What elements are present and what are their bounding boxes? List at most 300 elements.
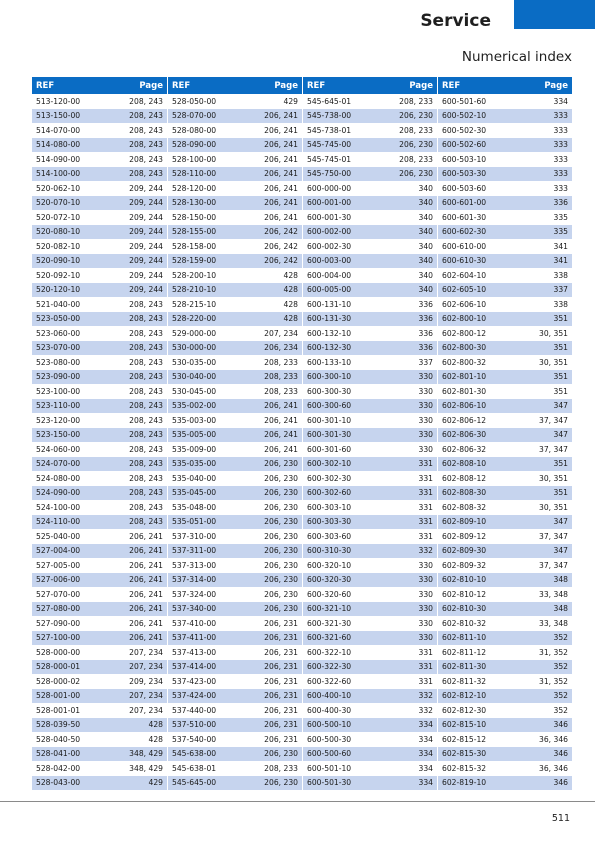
page-cell: 331 bbox=[418, 488, 433, 498]
page-cell: 206, 231 bbox=[264, 705, 298, 715]
ref-cell: 602-800-12 bbox=[437, 326, 505, 341]
ref-cell: 602-812-30 bbox=[437, 703, 505, 718]
ref-cell: 528-155-00 bbox=[167, 225, 235, 240]
page-cell: 352 bbox=[553, 691, 568, 701]
table-row bbox=[167, 181, 302, 196]
ref-cell: 528-130-00 bbox=[167, 196, 235, 211]
page-cell: 208, 233 bbox=[264, 386, 298, 396]
page-cell: 208, 243 bbox=[129, 140, 163, 150]
table-row bbox=[167, 442, 302, 457]
table-row bbox=[302, 674, 437, 689]
table-row bbox=[32, 297, 167, 312]
page-cell: 335 bbox=[553, 227, 568, 237]
table-row bbox=[32, 761, 167, 776]
table-row bbox=[302, 210, 437, 225]
page-cell: 206, 242 bbox=[264, 256, 298, 266]
page-cell: 208, 243 bbox=[129, 169, 163, 179]
table-row bbox=[32, 196, 167, 211]
table-row bbox=[302, 442, 437, 457]
table-row bbox=[437, 529, 572, 544]
table-row bbox=[437, 486, 572, 501]
header-ref: REF bbox=[36, 80, 55, 91]
page-cell: 335 bbox=[553, 212, 568, 222]
page-cell: 346 bbox=[553, 778, 568, 788]
page-cell: 209, 244 bbox=[129, 270, 163, 280]
ref-cell: 602-800-30 bbox=[437, 341, 505, 356]
ref-cell: 520-092-10 bbox=[36, 270, 81, 280]
ref-cell: 535-040-00 bbox=[167, 471, 235, 486]
page-cell: 331 bbox=[418, 517, 433, 527]
table-row bbox=[302, 181, 437, 196]
table-row bbox=[302, 413, 437, 428]
ref-cell: 528-042-00 bbox=[36, 763, 81, 773]
page-cell: 206, 241 bbox=[129, 531, 163, 541]
ref-cell: 600-302-30 bbox=[302, 471, 370, 486]
table-row bbox=[437, 587, 572, 602]
ref-cell: 513-150-00 bbox=[36, 111, 81, 121]
table-row bbox=[167, 94, 302, 109]
ref-cell: 537-424-00 bbox=[167, 689, 235, 704]
page-cell: 206, 230 bbox=[264, 459, 298, 469]
ref-cell: 602-811-30 bbox=[437, 660, 505, 675]
ref-cell: 528-050-00 bbox=[167, 94, 235, 109]
table-row bbox=[302, 167, 437, 182]
ref-cell: 537-313-00 bbox=[167, 558, 235, 573]
ref-cell: 537-540-00 bbox=[167, 732, 235, 747]
page-cell: 206, 241 bbox=[264, 198, 298, 208]
table-row bbox=[302, 732, 437, 747]
table-row bbox=[32, 181, 167, 196]
page-cell: 206, 242 bbox=[264, 227, 298, 237]
page-cell: 206, 230 bbox=[264, 560, 298, 570]
table-row bbox=[32, 152, 167, 167]
page-cell: 351 bbox=[553, 343, 568, 353]
page-cell: 206, 241 bbox=[264, 183, 298, 193]
ref-cell: 545-645-01 bbox=[302, 94, 370, 109]
page-cell: 209, 244 bbox=[129, 285, 163, 295]
table-row bbox=[167, 776, 302, 791]
page-cell: 331 bbox=[418, 662, 433, 672]
table-row bbox=[167, 399, 302, 414]
table-row bbox=[302, 718, 437, 733]
ref-cell: 513-120-00 bbox=[36, 96, 81, 106]
page-cell: 428 bbox=[283, 285, 298, 295]
page-cell: 206, 241 bbox=[264, 212, 298, 222]
ref-cell: 602-806-10 bbox=[437, 399, 505, 414]
page-cell: 331 bbox=[418, 531, 433, 541]
table-row bbox=[32, 312, 167, 327]
table-row bbox=[302, 544, 437, 559]
ref-cell: 602-810-10 bbox=[437, 573, 505, 588]
ref-cell: 524-100-00 bbox=[36, 502, 81, 512]
table-row bbox=[302, 341, 437, 356]
ref-cell: 600-501-30 bbox=[302, 776, 370, 791]
table-row bbox=[437, 544, 572, 559]
header-ref: REF bbox=[437, 77, 505, 94]
ref-cell: 600-500-60 bbox=[302, 747, 370, 762]
ref-cell: 545-745-01 bbox=[302, 152, 370, 167]
ref-cell: 528-000-01 bbox=[36, 662, 81, 672]
table-row bbox=[302, 486, 437, 501]
ref-cell: 602-809-10 bbox=[437, 515, 505, 530]
ref-cell: 537-440-00 bbox=[167, 703, 235, 718]
page-cell: 334 bbox=[553, 96, 568, 106]
page-cell: 334 bbox=[418, 778, 433, 788]
page-cell: 33, 348 bbox=[539, 589, 568, 599]
page-cell: 338 bbox=[553, 270, 568, 280]
table-row bbox=[167, 587, 302, 602]
page-cell: 208, 243 bbox=[129, 401, 163, 411]
ref-cell: 602-811-32 bbox=[437, 674, 505, 689]
table-row bbox=[32, 167, 167, 182]
ref-cell: 602-808-10 bbox=[437, 457, 505, 472]
table-row bbox=[302, 703, 437, 718]
page-cell: 347 bbox=[553, 401, 568, 411]
page-cell: 208, 243 bbox=[129, 299, 163, 309]
ref-cell: 537-413-00 bbox=[167, 645, 235, 660]
page-cell: 206, 241 bbox=[264, 169, 298, 179]
ref-cell: 600-320-60 bbox=[302, 587, 370, 602]
ref-cell: 545-738-01 bbox=[302, 123, 370, 138]
table-row bbox=[167, 747, 302, 762]
table-row bbox=[32, 471, 167, 486]
page-cell: 346 bbox=[553, 720, 568, 730]
table-row bbox=[437, 181, 572, 196]
page-cell: 208, 233 bbox=[399, 154, 433, 164]
page-cell: 208, 243 bbox=[129, 430, 163, 440]
page-cell: 331 bbox=[418, 473, 433, 483]
table-row bbox=[167, 486, 302, 501]
page-cell: 340 bbox=[418, 285, 433, 295]
ref-cell: 602-606-10 bbox=[437, 297, 505, 312]
ref-cell: 602-806-32 bbox=[437, 442, 505, 457]
ref-cell: 600-322-30 bbox=[302, 660, 370, 675]
page-cell: 206, 230 bbox=[264, 517, 298, 527]
table-row bbox=[302, 152, 437, 167]
ref-cell: 600-001-00 bbox=[302, 196, 370, 211]
table-row bbox=[437, 254, 572, 269]
page-cell: 330 bbox=[418, 401, 433, 411]
page-cell: 348 bbox=[553, 575, 568, 585]
page-cell: 33, 348 bbox=[539, 618, 568, 628]
table-row bbox=[32, 529, 167, 544]
table-row bbox=[167, 544, 302, 559]
page-cell: 332 bbox=[418, 705, 433, 715]
table-row bbox=[302, 370, 437, 385]
page-cell: 333 bbox=[553, 169, 568, 179]
table-row bbox=[32, 732, 167, 747]
page-cell: 208, 243 bbox=[129, 314, 163, 324]
page-cell: 36, 346 bbox=[539, 763, 568, 773]
page-cell: 333 bbox=[553, 125, 568, 135]
ref-cell: 523-120-00 bbox=[36, 415, 81, 425]
ref-cell: 528-039-50 bbox=[36, 720, 81, 730]
page-cell: 208, 233 bbox=[264, 357, 298, 367]
table-row bbox=[32, 341, 167, 356]
table-row bbox=[32, 602, 167, 617]
page-cell: 208, 243 bbox=[129, 125, 163, 135]
table-row bbox=[32, 210, 167, 225]
page-cell: 208, 243 bbox=[129, 444, 163, 454]
ref-cell: 535-035-00 bbox=[167, 457, 235, 472]
ref-cell: 528-001-00 bbox=[36, 691, 81, 701]
ref-cell: 600-301-30 bbox=[302, 428, 370, 443]
ref-cell: 545-645-00 bbox=[167, 776, 235, 791]
table-row bbox=[437, 196, 572, 211]
table-row bbox=[167, 268, 302, 283]
table-row bbox=[167, 761, 302, 776]
ref-cell: 545-738-00 bbox=[302, 109, 370, 124]
ref-cell: 537-310-00 bbox=[167, 529, 235, 544]
ref-cell: 537-510-00 bbox=[167, 718, 235, 733]
page-cell: 208, 243 bbox=[129, 328, 163, 338]
table-row bbox=[32, 109, 167, 124]
ref-cell: 523-100-00 bbox=[36, 386, 81, 396]
table-row bbox=[302, 138, 437, 153]
table-row bbox=[32, 631, 167, 646]
page-cell: 340 bbox=[418, 227, 433, 237]
page-subtitle: Numerical index bbox=[461, 49, 572, 65]
ref-cell: 529-000-00 bbox=[167, 326, 235, 341]
table-row bbox=[302, 457, 437, 472]
ref-cell: 514-070-00 bbox=[36, 125, 81, 135]
page-cell: 330 bbox=[418, 372, 433, 382]
ref-cell: 528-070-00 bbox=[167, 109, 235, 124]
ref-cell: 602-605-10 bbox=[437, 283, 505, 298]
ref-cell: 602-815-32 bbox=[437, 761, 505, 776]
page-cell: 337 bbox=[553, 285, 568, 295]
page-cell: 206, 231 bbox=[264, 662, 298, 672]
table-row bbox=[302, 776, 437, 791]
table-row bbox=[302, 747, 437, 762]
ref-cell: 514-100-00 bbox=[36, 169, 81, 179]
page-cell: 206, 230 bbox=[264, 473, 298, 483]
table-row bbox=[437, 674, 572, 689]
ref-cell: 527-100-00 bbox=[36, 633, 81, 643]
page-cell: 341 bbox=[553, 256, 568, 266]
table-row bbox=[167, 413, 302, 428]
table-row bbox=[302, 225, 437, 240]
ref-cell: 602-810-30 bbox=[437, 602, 505, 617]
page-cell: 428 bbox=[148, 734, 163, 744]
page-number: 511 bbox=[551, 813, 570, 824]
table-row bbox=[302, 500, 437, 515]
table-row bbox=[437, 703, 572, 718]
table-row bbox=[302, 399, 437, 414]
page-cell: 428 bbox=[283, 270, 298, 280]
ref-cell: 520-120-10 bbox=[36, 285, 81, 295]
page-cell: 208, 243 bbox=[129, 517, 163, 527]
section-tab bbox=[514, 0, 595, 29]
table-row bbox=[437, 239, 572, 254]
ref-cell: 545-638-01 bbox=[167, 761, 235, 776]
page-cell: 207, 234 bbox=[129, 705, 163, 715]
table-row bbox=[32, 660, 167, 675]
table-row bbox=[167, 138, 302, 153]
page-cell: 428 bbox=[148, 720, 163, 730]
table-row bbox=[302, 689, 437, 704]
table-row bbox=[32, 544, 167, 559]
ref-cell: 528-158-00 bbox=[167, 239, 235, 254]
table-row bbox=[437, 442, 572, 457]
ref-cell: 602-809-30 bbox=[437, 544, 505, 559]
ref-cell: 600-610-30 bbox=[437, 254, 505, 269]
table-row bbox=[302, 326, 437, 341]
ref-cell: 600-321-30 bbox=[302, 616, 370, 631]
ref-cell: 523-050-00 bbox=[36, 314, 81, 324]
page-cell: 428 bbox=[283, 299, 298, 309]
ref-cell: 600-303-60 bbox=[302, 529, 370, 544]
ref-cell: 520-080-10 bbox=[36, 227, 81, 237]
ref-cell: 537-340-00 bbox=[167, 602, 235, 617]
ref-cell: 600-003-00 bbox=[302, 254, 370, 269]
page-cell: 208, 233 bbox=[399, 125, 433, 135]
ref-cell: 528-000-00 bbox=[36, 647, 81, 657]
ref-cell: 537-410-00 bbox=[167, 616, 235, 631]
table-header-row bbox=[302, 77, 437, 94]
ref-cell: 525-040-00 bbox=[36, 531, 81, 541]
ref-cell: 535-003-00 bbox=[167, 413, 235, 428]
table-row bbox=[437, 312, 572, 327]
table-row bbox=[32, 94, 167, 109]
page-cell: 340 bbox=[418, 212, 433, 222]
page-cell: 206, 230 bbox=[264, 502, 298, 512]
page-cell: 208, 243 bbox=[129, 386, 163, 396]
table-row bbox=[302, 254, 437, 269]
table-row bbox=[32, 747, 167, 762]
table-row bbox=[167, 152, 302, 167]
table-row bbox=[32, 225, 167, 240]
page-cell: 209, 234 bbox=[129, 676, 163, 686]
ref-cell: 528-210-10 bbox=[167, 283, 235, 298]
table-row bbox=[302, 196, 437, 211]
page-cell: 206, 241 bbox=[129, 546, 163, 556]
table-row bbox=[167, 616, 302, 631]
ref-cell: 537-414-00 bbox=[167, 660, 235, 675]
table-row bbox=[32, 355, 167, 370]
index-column bbox=[32, 77, 167, 790]
page-cell: 206, 230 bbox=[264, 778, 298, 788]
ref-cell: 602-809-12 bbox=[437, 529, 505, 544]
ref-cell: 528-215-10 bbox=[167, 297, 235, 312]
ref-cell: 600-322-10 bbox=[302, 645, 370, 660]
header-ref: REF bbox=[167, 77, 235, 94]
table-row bbox=[437, 326, 572, 341]
ref-cell: 535-048-00 bbox=[167, 500, 235, 515]
page-cell: 340 bbox=[418, 198, 433, 208]
page-cell: 209, 244 bbox=[129, 212, 163, 222]
ref-cell: 602-815-12 bbox=[437, 732, 505, 747]
ref-cell: 602-806-30 bbox=[437, 428, 505, 443]
table-row bbox=[32, 573, 167, 588]
page-cell: 333 bbox=[553, 183, 568, 193]
ref-cell: 514-080-00 bbox=[36, 140, 81, 150]
page-cell: 336 bbox=[418, 299, 433, 309]
ref-cell: 535-051-00 bbox=[167, 515, 235, 530]
table-row bbox=[167, 326, 302, 341]
ref-cell: 600-302-10 bbox=[302, 457, 370, 472]
page-cell: 37, 347 bbox=[539, 444, 568, 454]
table-row bbox=[437, 747, 572, 762]
table-row bbox=[437, 123, 572, 138]
page-cell: 330 bbox=[418, 633, 433, 643]
page-cell: 330 bbox=[418, 618, 433, 628]
ref-cell: 520-070-10 bbox=[36, 198, 81, 208]
ref-cell: 537-311-00 bbox=[167, 544, 235, 559]
page-cell: 206, 230 bbox=[264, 531, 298, 541]
page-cell: 338 bbox=[553, 299, 568, 309]
table-row bbox=[32, 776, 167, 791]
table-row bbox=[32, 239, 167, 254]
table-row bbox=[437, 602, 572, 617]
page-cell: 207, 234 bbox=[129, 691, 163, 701]
page-cell: 30, 351 bbox=[539, 328, 568, 338]
table-row bbox=[32, 254, 167, 269]
table-row bbox=[302, 355, 437, 370]
ref-cell: 600-502-60 bbox=[437, 138, 505, 153]
ref-cell: 600-502-30 bbox=[437, 123, 505, 138]
ref-cell: 528-220-00 bbox=[167, 312, 235, 327]
table-row bbox=[302, 283, 437, 298]
table-row bbox=[167, 660, 302, 675]
header-page: Page bbox=[139, 80, 163, 91]
ref-cell: 528-110-00 bbox=[167, 167, 235, 182]
table-row bbox=[167, 631, 302, 646]
page-cell: 333 bbox=[553, 140, 568, 150]
ref-cell: 600-310-30 bbox=[302, 544, 370, 559]
ref-cell: 530-000-00 bbox=[167, 341, 235, 356]
table-row bbox=[32, 558, 167, 573]
table-row bbox=[437, 399, 572, 414]
page-cell: 330 bbox=[418, 386, 433, 396]
page-cell: 37, 347 bbox=[539, 560, 568, 570]
page-cell: 206, 241 bbox=[129, 633, 163, 643]
table-row bbox=[302, 587, 437, 602]
ref-cell: 523-110-00 bbox=[36, 401, 81, 411]
page-cell: 330 bbox=[418, 430, 433, 440]
page-cell: 206, 230 bbox=[399, 169, 433, 179]
table-row bbox=[437, 471, 572, 486]
ref-cell: 528-040-50 bbox=[36, 734, 81, 744]
page-cell: 340 bbox=[418, 256, 433, 266]
page-cell: 206, 231 bbox=[264, 691, 298, 701]
page-cell: 206, 234 bbox=[264, 343, 298, 353]
page-cell: 346 bbox=[553, 749, 568, 759]
table-row bbox=[437, 355, 572, 370]
page-cell: 351 bbox=[553, 314, 568, 324]
ref-cell: 537-324-00 bbox=[167, 587, 235, 602]
table-row bbox=[32, 703, 167, 718]
page-cell: 208, 243 bbox=[129, 502, 163, 512]
table-row bbox=[302, 573, 437, 588]
page-cell: 209, 244 bbox=[129, 198, 163, 208]
page-cell: 330 bbox=[418, 575, 433, 585]
table-row bbox=[302, 558, 437, 573]
page-cell: 348, 429 bbox=[129, 763, 163, 773]
table-row bbox=[437, 573, 572, 588]
ref-cell: 602-809-32 bbox=[437, 558, 505, 573]
page-cell: 429 bbox=[148, 778, 163, 788]
page-cell: 206, 231 bbox=[264, 734, 298, 744]
page-cell: 207, 234 bbox=[264, 328, 298, 338]
ref-cell: 600-004-00 bbox=[302, 268, 370, 283]
header-page: Page bbox=[544, 80, 568, 91]
page-cell: 206, 230 bbox=[264, 546, 298, 556]
ref-cell: 600-400-10 bbox=[302, 689, 370, 704]
ref-cell: 602-800-32 bbox=[437, 355, 505, 370]
ref-cell: 545-750-00 bbox=[302, 167, 370, 182]
table-row bbox=[437, 718, 572, 733]
